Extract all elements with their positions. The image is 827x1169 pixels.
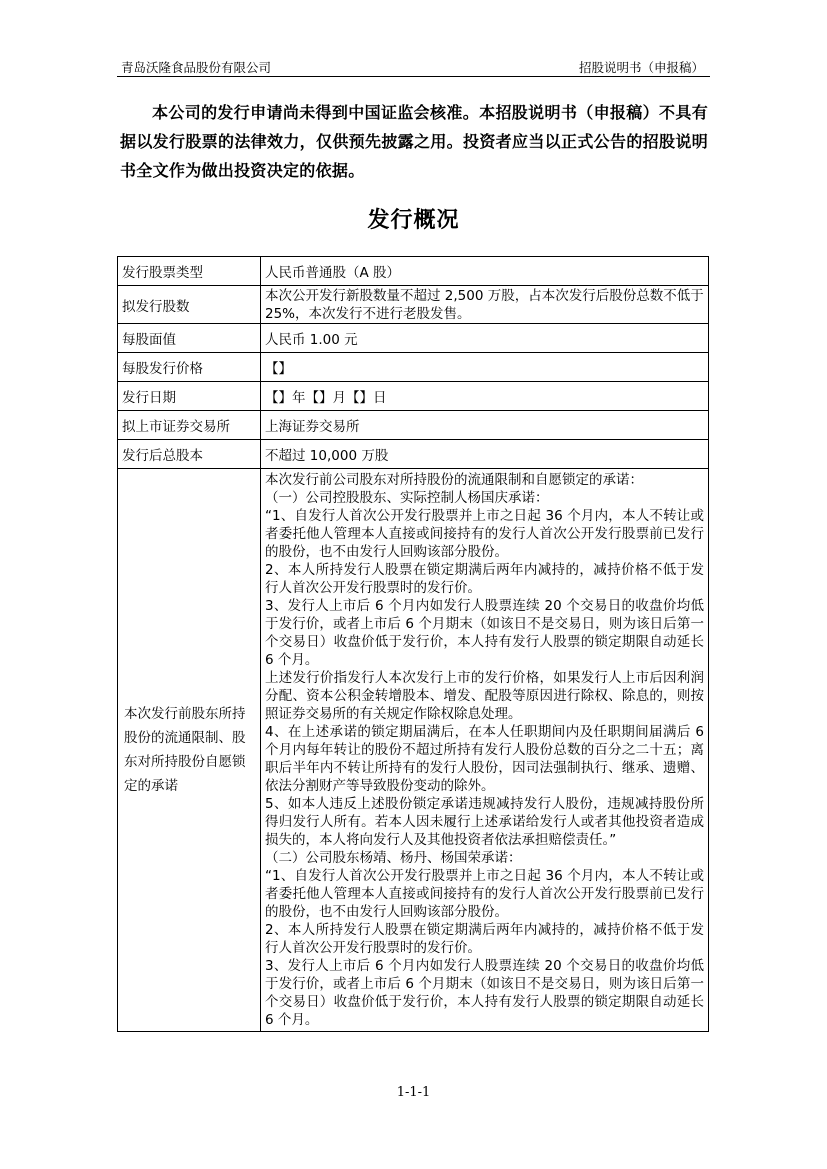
lockup-commitments xyxy=(261,469,709,1032)
lockup-paragraph: （一）公司控股股东、实际控制人杨国庆承诺： xyxy=(265,490,549,506)
lockup-paragraph: 2、本人所持发行人股票在锁定期满后两年内减持的，减持价格不低于发行人首次公开发行股票时的发行价。 xyxy=(265,922,704,956)
header-company: 青岛沃隆食品股份有限公司 xyxy=(121,60,272,75)
lockup-paragraph: 3、发行人上市后 6 个月内如发行人股票连续 20 个交易日的收盘价均低于发行价，或者上市后 6 个月期末（如该日不是交易日，则为该日后第一个交易日）收盘价低于发行价，本人持有发行人股票的锁定期限自动延长 6 个月。 xyxy=(265,958,704,1028)
row-label: 发行后总股本 xyxy=(118,440,261,469)
table-row xyxy=(118,411,709,440)
lockup-paragraph: 4、在上述承诺的锁定期届满后，在本人任职期间内及任职期间届满后 6 个月内每年转让的股份不超过所持有发行人股份总数的百分之二十五；离职后半年内不转让所持有的发行人股份，因司法强制执行、继承、遗赠、依法分割财产等导致股份变动的除外。 xyxy=(265,724,704,794)
table-row xyxy=(118,257,709,286)
lockup-paragraph: “1、自发行人首次公开发行股票并上市之日起 36 个月内，本人不转让或者委托他人管理本人直接或间接持有的发行人首次公开发行股票前已发行的股份，也不由发行人回购该部分股份。 xyxy=(265,868,704,920)
header-doc-type: 招股说明书（申报稿） xyxy=(578,60,704,75)
lockup-paragraph: （二）公司股东杨靖、杨丹、杨国荣承诺： xyxy=(265,850,522,866)
row-label: 拟发行股数 xyxy=(118,286,261,324)
row-value: 【】 xyxy=(261,353,709,382)
disclaimer-notice: 本公司的发行申请尚未得到中国证监会核准。本招股说明书（申报稿）不具有据以发行股票的法律效力，仅供预先披露之用。投资者应当以正式公告的招股说明书全文作为做出投资决定的依据。 xyxy=(120,103,708,180)
row-label: 发行日期 xyxy=(118,382,261,411)
page-title: 发行概况 xyxy=(367,208,460,233)
lockup-label: 本次发行前股东所持股份的流通限制、股东对所持股份自愿锁定的承诺 xyxy=(124,706,246,794)
lockup-paragraph: 5、如本人违反上述股份锁定承诺违规减持发行人股份，违规减持股份所得归发行人所有。若本人因未履行上述承诺给发行人或者其他投资者造成损失的，本人将向发行人及其他投资者依法承担赔偿责任。” xyxy=(265,796,704,848)
table-row xyxy=(118,353,709,382)
row-label: 拟上市证券交易所 xyxy=(118,411,261,440)
table-row-lockup xyxy=(118,469,709,1032)
table-row xyxy=(118,440,709,469)
table-row xyxy=(118,286,709,324)
row-label xyxy=(118,469,261,1032)
row-value: 不超过 10,000 万股 xyxy=(261,440,709,469)
row-label: 每股面值 xyxy=(118,324,261,353)
offering-overview-table xyxy=(117,256,709,1032)
lockup-paragraph: 2、本人所持发行人股票在锁定期满后两年内减持的，减持价格不低于发行人首次公开发行股票时的发行价。 xyxy=(265,562,704,596)
lockup-paragraph: “1、自发行人首次公开发行股票并上市之日起 36 个月内，本人不转让或者委托他人管理本人直接或间接持有的发行人首次公开发行股票前已发行的股份，也不由发行人回购该部分股份。 xyxy=(265,508,704,560)
row-value: 上海证券交易所 xyxy=(261,411,709,440)
lockup-paragraph: 上述发行价指发行人本次发行上市的发行价格，如果发行人上市后因利润分配、资本公积金转增股本、增发、配股等原因进行除权、除息的，则按照证券交易所的有关规定作除权除息处理。 xyxy=(265,670,704,722)
page-number: 1-1-1 xyxy=(396,1085,431,1100)
table-row xyxy=(118,324,709,353)
page-header xyxy=(117,56,710,77)
row-value: 人民币 1.00 元 xyxy=(261,324,709,353)
table-row xyxy=(118,382,709,411)
row-label: 发行股票类型 xyxy=(118,257,261,286)
row-value: 本次公开发行新股数量不超过 2,500 万股，占本次发行后股份总数不低于 25%，本次发行不进行老股发售。 xyxy=(261,286,709,324)
lockup-paragraph: 本次发行前公司股东对所持股份的流通限制和自愿锁定的承诺： xyxy=(265,472,643,488)
row-value: 【】年【】月【】日 xyxy=(261,382,709,411)
lockup-paragraph: 3、发行人上市后 6 个月内如发行人股票连续 20 个交易日的收盘价均低于发行价，或者上市后 6 个月期末（如该日不是交易日，则为该日后第一个交易日）收盘价低于发行价，本人持有发行人股票的锁定期限自动延长 6 个月。 xyxy=(265,598,704,668)
row-value: 人民币普通股（A 股） xyxy=(261,257,709,286)
row-label: 每股发行价格 xyxy=(118,353,261,382)
